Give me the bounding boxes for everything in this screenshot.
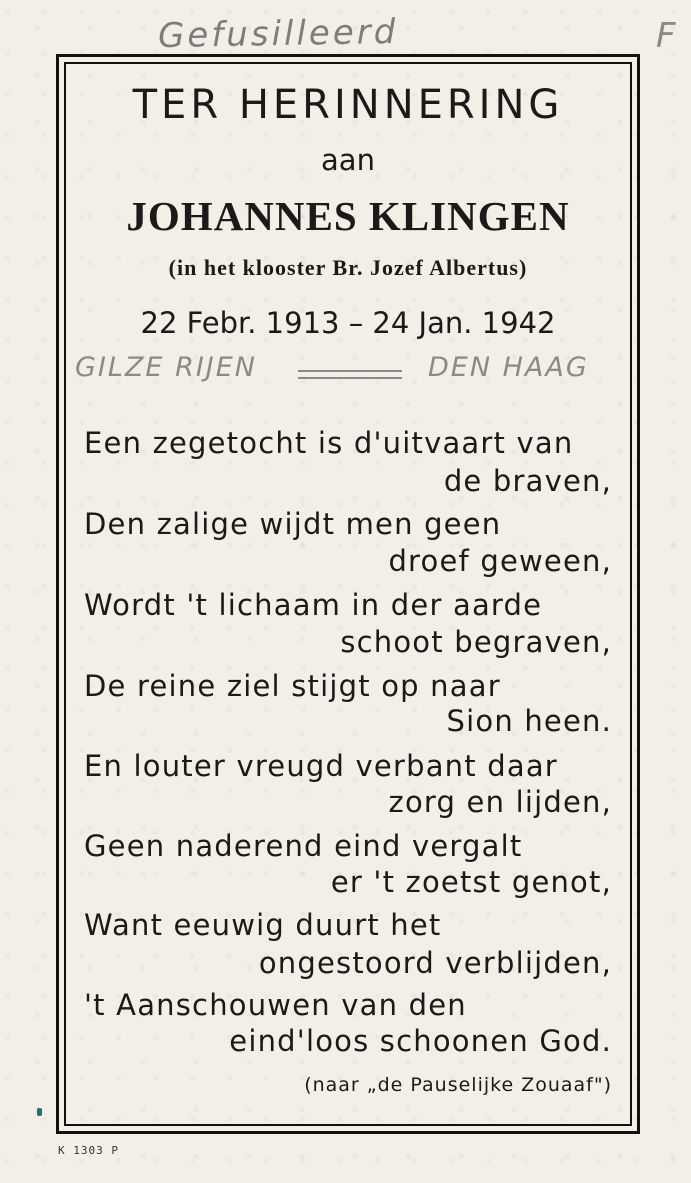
poem-line: schoot begraven, — [340, 625, 612, 659]
monastic-name: (in het klooster Br. Jozef Albertus) — [168, 255, 528, 280]
print-code: K 1303 P — [58, 1144, 119, 1157]
poem-line: ongestoord verblijden, — [258, 946, 612, 980]
poem-line: Want eeuwig duurt het — [84, 908, 442, 942]
poem-line: Wordt 't lichaam in der aarde — [84, 588, 543, 622]
handwritten-note-top: Gefusilleerd — [157, 11, 399, 57]
poem-line: zorg en lijden, — [388, 785, 612, 819]
life-dates: 22 Febr. 1913 – 24 Jan. 1942 — [140, 306, 556, 340]
poem-line: er 't zoetst genot, — [330, 865, 612, 899]
poem-line: droef geween, — [388, 544, 612, 578]
handwritten-death-place: DEN HAAG — [428, 352, 589, 383]
card-aan: aan — [321, 143, 375, 177]
poem-line: eind'loos schoonen God. — [229, 1024, 612, 1058]
poem-line: Den zalige wijdt men geen — [84, 507, 502, 541]
poem-line: Een zegetocht is d'uitvaart van — [84, 426, 574, 460]
handwritten-birth-place: GILZE RIJEN — [75, 352, 258, 383]
ink-speck — [37, 1108, 42, 1116]
divider-line-top — [298, 370, 402, 372]
poem-source: (naar „de Pauselijke Zouaaf") — [304, 1074, 612, 1096]
poem-line: 't Aanschouwen van den — [84, 988, 467, 1022]
deceased-name: JOHANNES KLINGEN — [126, 193, 570, 239]
card-title: TER HERINNERING — [132, 82, 564, 128]
divider-line-bottom — [298, 377, 402, 379]
poem-line: En louter vreugd verbant daar — [84, 749, 558, 783]
poem-line: de braven, — [443, 464, 612, 498]
poem-line: Geen naderend eind vergalt — [84, 829, 523, 863]
poem-line: De reine ziel stijgt op naar — [84, 669, 501, 703]
handwritten-corner-mark: F — [656, 16, 678, 56]
poem-line: Sion heen. — [446, 704, 612, 738]
